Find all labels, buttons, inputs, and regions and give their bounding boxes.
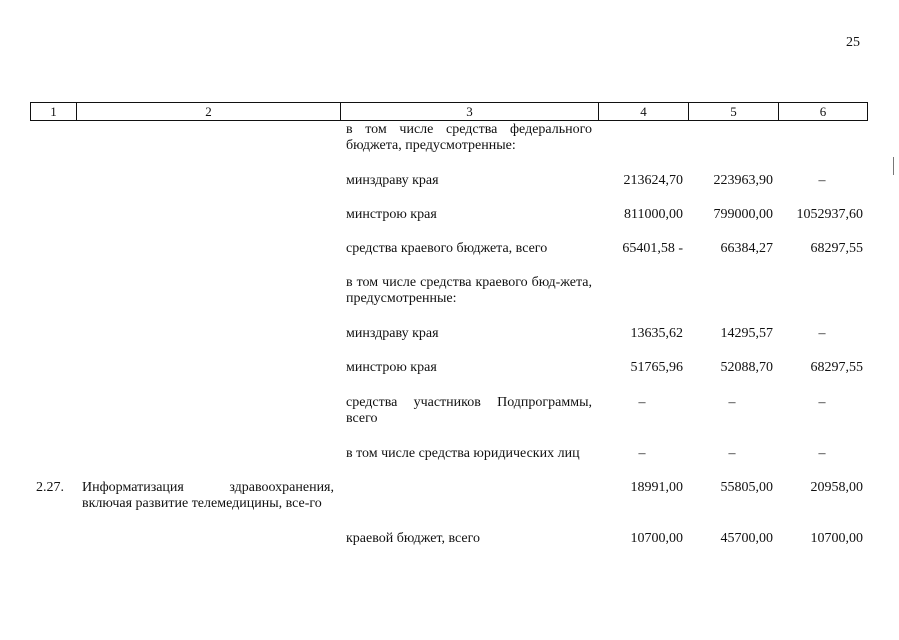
row-value-col4: 213624,70 [623, 173, 683, 188]
row-description: минстрою края [346, 207, 437, 222]
row-value-col5: 45700,00 [720, 531, 773, 546]
row-value-col4: – [638, 395, 646, 410]
row-value-col4: – [638, 446, 646, 461]
row-value-col6: 68297,55 [810, 241, 863, 256]
row-value-col4: 65401,58 - [622, 241, 683, 256]
row-value-col5: – [728, 395, 736, 410]
row-description: в том числе средства юридических лиц [346, 446, 580, 461]
row-description: минстрою края [346, 360, 437, 375]
row-value-col5: 52088,70 [720, 360, 773, 375]
row-value-col6: 68297,55 [810, 360, 863, 375]
item-number: 2.27. [36, 480, 64, 495]
row-description: в том числе средства краевого бюд-жета, предусмотренные: [346, 275, 592, 306]
row-value-col4: 13635,62 [630, 326, 683, 341]
row-value-col6: – [818, 173, 826, 188]
header-col-4: 4 [598, 103, 688, 120]
row-description: минздраву края [346, 326, 439, 341]
row-value-col5: – [728, 446, 736, 461]
row-description: средства краевого бюджета, всего [346, 241, 548, 256]
item-title: Информатизация здравоохранения, включая развитие телемедицины, все-го [82, 480, 334, 511]
header-col-2: 2 [76, 103, 340, 120]
item-value-col6: 20958,00 [810, 480, 863, 495]
item-value-col5: 55805,00 [720, 480, 773, 495]
item-value-col4: 18991,00 [630, 480, 683, 495]
row-value-col6: 1052937,60 [796, 207, 863, 222]
row-value-col6: – [818, 395, 826, 410]
row-description: краевой бюджет, всего [346, 531, 481, 546]
row-value-col6: – [818, 326, 826, 341]
scan-edge-mark [893, 157, 894, 175]
row-value-col5: 223963,90 [713, 173, 773, 188]
header-col-1: 1 [30, 103, 76, 120]
row-value-col4: 10700,00 [630, 531, 683, 546]
row-value-col4: 51765,96 [630, 360, 683, 375]
table-header [30, 102, 868, 121]
row-value-col5: 66384,27 [720, 241, 773, 256]
page-number: 25 [846, 35, 860, 50]
row-value-col5: 799000,00 [713, 207, 773, 222]
header-col-6: 6 [778, 103, 868, 120]
row-description: минздраву края [346, 173, 439, 188]
header-col-5: 5 [688, 103, 778, 120]
row-description: средства участников Подпрограммы, всего [346, 395, 592, 426]
row-value-col4: 811000,00 [624, 207, 683, 222]
row-description: в том числе средства федерального бюджета, предусмотренные: [346, 122, 592, 153]
row-value-col5: 14295,57 [720, 326, 773, 341]
row-value-col6: 10700,00 [810, 531, 863, 546]
header-col-3: 3 [340, 103, 598, 120]
row-value-col6: – [818, 446, 826, 461]
